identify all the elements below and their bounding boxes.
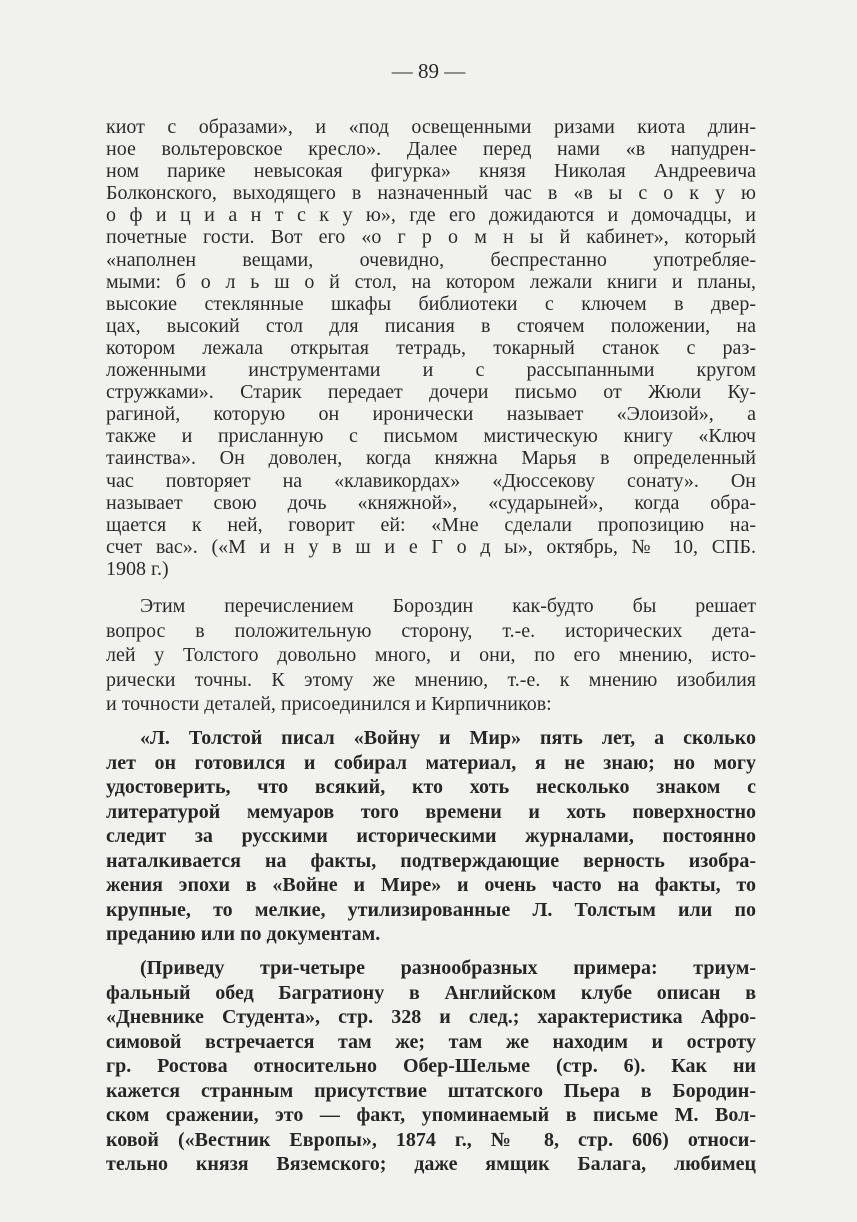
text-line: «наполнен вещами, очевидно, беспрестанно употребляе- — [106, 248, 756, 271]
text-line: о ф и ц и а н т с к у ю», где его дожидаются и домочадцы, и — [106, 204, 756, 227]
paragraph-2 — [106, 594, 756, 717]
text-line: почетные гости. Вот его «о г р о м н ы й кабинет», который — [106, 226, 756, 249]
text-line: крупные, то мелкие, утилизированные Л. Толстым или по — [106, 898, 756, 921]
text-line: 1908 г.) — [106, 557, 169, 580]
text-line: щается к ней, говорит ей: «Мне сделали пропозицию на- — [106, 513, 756, 536]
text-line: литературой мемуаров того времени и хоть поверхностно — [106, 800, 756, 823]
text-line: стружками». Старик передает дочери письмо от Жюли Ку- — [106, 381, 756, 404]
text-line: цах, высокий стол для писания в стоячем положении, на — [106, 314, 756, 337]
paragraph-1 — [106, 116, 756, 580]
text-line: киот с образами», и «под освещенными ризами киота длин- — [106, 116, 756, 138]
text-line: рически точны. К этому же мнению, т.-е. к мнению изобилия — [106, 668, 756, 691]
text-line: преданию или по документам. — [106, 923, 381, 945]
text-line: лет он готовился и собирал материал, я не знаю; но могу — [106, 751, 756, 774]
page-number: — 89 — — [391, 59, 466, 83]
text-line: фальный обед Багратиону в Английском клубе описан в — [106, 981, 756, 1004]
text-line: наталкивается на факты, подтверждающие верность изобра- — [106, 849, 756, 872]
text-line: удостоверить, что всякий, кто хоть несколько знаком с — [106, 776, 756, 798]
text-line: котором лежала открытая тетрадь, токарный станок с раз- — [106, 336, 756, 359]
text-line: высокие стеклянные шкафы библиотеки с ключем в двер- — [106, 292, 756, 315]
text-line: гр. Ростова относительно Обер-Шельме (стр. 6). Как ни — [106, 1055, 756, 1077]
text-line: ковой («Вестник Европы», 1874 г., № 8, стр. 606) относи- — [106, 1128, 756, 1151]
text-line: счет вас». («М и н у в ш и е Г о д ы», октябрь, № 10, СПБ. — [106, 535, 756, 558]
text-line: называет свою дочь «княжной», «сударыней», когда обра- — [106, 491, 756, 514]
text-line: ложенными инструментами и с рассыпанными кругом — [106, 359, 756, 382]
paragraph-3-quote — [106, 726, 756, 947]
text-line: ском сражении, это — факт, упоминаемый в письме М. Вол- — [106, 1104, 756, 1126]
text-line: жения эпохи в «Войне и Мире» и очень часто на факты, то — [106, 874, 756, 896]
text-line: лей у Толстого довольно много, и они, по его мнению, исто- — [106, 644, 756, 666]
text-line: рагиной, которую он иронически называет «Элоизой», а — [106, 403, 756, 426]
text-line: (Приведу три-четыре разнообразных примера: триум- — [140, 957, 756, 979]
text-line: следит за русскими историческими журналами, постоянно — [106, 825, 756, 847]
text-line: также и присланную с письмом мистическую книгу «Ключ — [106, 425, 756, 448]
text-line: час повторяет на «клавикордах» «Дюссекову сонату». Он — [106, 469, 756, 492]
text-line: вопрос в положительную сторону, т.-е. исторических дета- — [106, 619, 756, 642]
text-line: тельно князя Вяземского; даже ямщик Балага, любимец — [106, 1153, 756, 1175]
text-line: «Л. Толстой писал «Войну и Мир» пять лет, а сколько — [140, 727, 756, 749]
text-line: Этим перечислением Бороздин как-будто бы решает — [140, 595, 756, 617]
text-line: «Дневнике Студента», стр. 328 и след.; характеристика Афро- — [106, 1006, 756, 1028]
text-line: ное вольтеровское кресло». Далее перед нами «в напудрен- — [106, 138, 756, 161]
text-line: симовой встречается там же; там же находим и остроту — [106, 1030, 756, 1053]
text-line: кажется странным присутствие штатского Пьера в Бородин- — [106, 1079, 756, 1102]
text-line: таинства». Он доволен, когда княжна Марья в определенный — [106, 447, 756, 470]
text-line: мыми: б о л ь ш о й стол, на котором лежали книги и планы, — [106, 270, 756, 293]
text-line: ном парике невысокая фигурка» князя Николая Андреевича — [106, 160, 756, 183]
paragraph-4-examples — [106, 956, 756, 1177]
text-line: и точности деталей, присоединился и Кирпичников: — [106, 693, 552, 715]
text-line: Болконского, выходящего в назначенный час в «в ы с о к у ю — [106, 182, 756, 205]
